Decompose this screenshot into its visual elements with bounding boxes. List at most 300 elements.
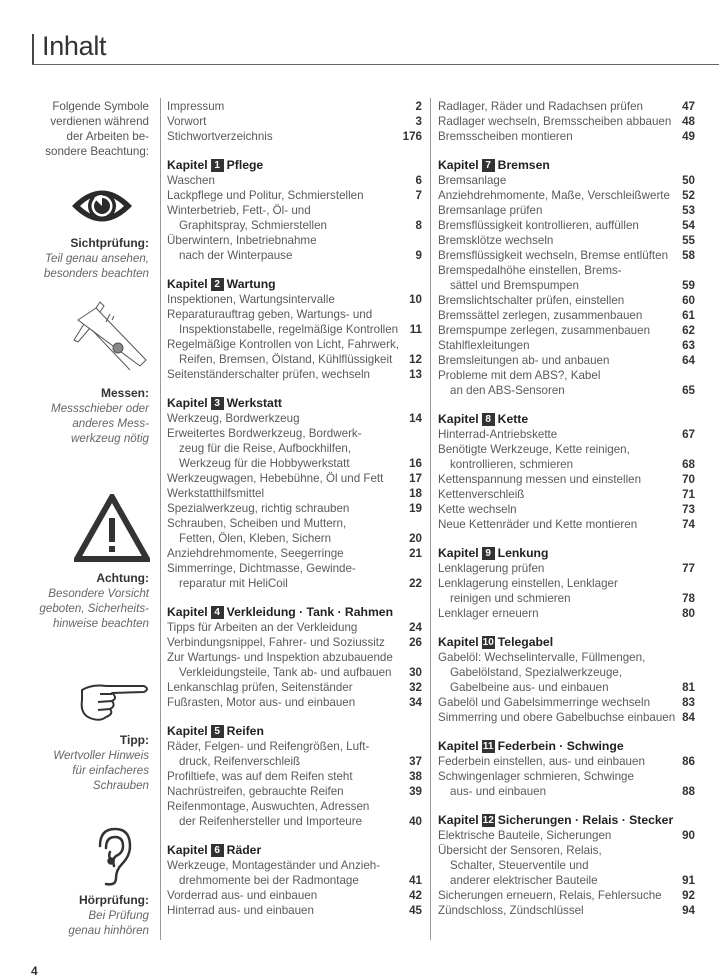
page-ref: 59: [682, 279, 695, 292]
toc-entry-line: [167, 561, 422, 576]
chapter-heading: [438, 546, 695, 561]
section-spacer: [167, 710, 422, 724]
toc-entry: [438, 502, 695, 517]
symbol-desc: Schrauben: [92, 779, 149, 792]
toc-entry-line: [167, 858, 422, 873]
chapter-heading: [167, 605, 422, 620]
toc-entry-line: [438, 129, 695, 144]
toc-entry: [167, 799, 422, 829]
toc-entry-line: [438, 233, 695, 248]
toc-entry: [438, 442, 695, 472]
symbol-desc: Messschieber oder: [51, 402, 149, 415]
entry-text: Bremsscheiben montieren: [438, 130, 573, 143]
chapter-heading: [167, 158, 422, 173]
toc-entry-line: [167, 352, 422, 367]
entry-text: Erweitertes Bordwerkzeug, Bordwerk-: [167, 427, 362, 440]
toc-entry-line: [167, 307, 422, 322]
toc-entry: [167, 784, 422, 799]
symbol-label: Messen:: [100, 386, 149, 400]
entry-text: Reparaturauftrag geben, Wartungs- und: [167, 308, 373, 321]
symbol-label: Tipp:: [119, 733, 149, 747]
entry-text: Stichwortverzeichnis: [167, 130, 273, 143]
toc-entry-line: [167, 754, 422, 769]
toc-entry: [438, 710, 695, 725]
intro-line: der Arbeiten be-: [66, 130, 149, 143]
chapter-prefix: Kapitel: [167, 843, 208, 857]
toc-entry-line: [438, 606, 695, 621]
entry-text: Reifen, Bremsen, Ölstand, Kühlflüssigkeit: [179, 353, 393, 366]
entry-text: Simmerring und obere Gabelbuchse einbauen: [438, 711, 676, 724]
entry-text: Inspektionen, Wartungsintervalle: [167, 293, 335, 306]
entry-text: Lenklagerung prüfen: [438, 562, 545, 575]
entry-text: Räder, Felgen- und Reifengrößen, Luft-: [167, 740, 370, 753]
entry-text: Nachrüstreifen, gebrauchte Reifen: [167, 785, 344, 798]
toc-entry: [167, 888, 422, 903]
chapter-prefix: Kapitel: [167, 277, 208, 291]
symbol-desc: hinweise beachten: [52, 617, 149, 630]
section-spacer: [438, 799, 695, 813]
page-ref: 17: [409, 472, 422, 485]
toc-entry-line: [438, 487, 695, 502]
warning-icon: [74, 494, 150, 562]
toc-entry: [438, 472, 695, 487]
page-ref: 9: [415, 249, 422, 262]
toc-entry: [167, 203, 422, 233]
toc-entry-line: [167, 367, 422, 382]
symbol-desc: für einfacheres: [72, 764, 149, 777]
entry-text: Graphitspray, Schmierstellen: [179, 219, 327, 232]
chapter-number-badge: 12: [482, 815, 494, 826]
page-ref: 39: [409, 785, 422, 798]
page-ref: 61: [682, 309, 695, 322]
chapter-prefix: Kapitel: [438, 412, 479, 426]
entry-text: Profiltiefe, was auf dem Reifen steht: [167, 770, 353, 783]
page-ref: 88: [682, 785, 695, 798]
entry-text: Werkzeuge, Montageständer und Anzieh-: [167, 859, 381, 872]
toc-entry: [167, 858, 422, 888]
chapter-heading: [167, 724, 422, 739]
page-ref: 12: [409, 353, 422, 366]
page-ref: 2: [415, 100, 422, 113]
toc-entry: [438, 517, 695, 532]
entry-text: aus- und einbauen: [450, 785, 547, 798]
symbol-desc: Bei Prüfung: [88, 909, 149, 922]
title-accent-bar: [32, 34, 34, 64]
toc-entry-line: [438, 650, 695, 665]
entry-text: Neue Kettenräder und Kette montieren: [438, 518, 638, 531]
entry-text: Gabelbeine aus- und einbauen: [450, 681, 609, 694]
chapter-number-badge: 10: [482, 637, 494, 648]
entry-text: Vorderrad aus- und einbauen: [167, 889, 318, 902]
toc-entry-line: [438, 308, 695, 323]
toc-entry-line: [167, 516, 422, 531]
page-ref: 11: [409, 323, 422, 336]
toc-entry-line: [438, 427, 695, 442]
chapter-number-badge: 11: [482, 741, 494, 752]
toc-entry: [438, 561, 695, 576]
toc-entry-line: [167, 635, 422, 650]
page-ref: 7: [415, 189, 422, 202]
chapter-prefix: Kapitel: [438, 739, 479, 753]
page-ref: 176: [402, 130, 422, 143]
entry-text: Schalter, Steuerventile und: [450, 859, 589, 872]
page-ref: 94: [682, 904, 695, 917]
entry-text: Gabelölstand, Spezialwerkzeuge,: [450, 666, 623, 679]
page-ref: 78: [682, 592, 695, 605]
toc-entry: [167, 411, 422, 426]
entry-text: Bremsflüssigkeit wechseln, Bremse entlüften: [438, 249, 669, 262]
page-ref: 16: [409, 457, 422, 470]
page-ref: 40: [409, 815, 422, 828]
toc-entry-line: [167, 322, 422, 337]
toc-entry-line: [167, 739, 422, 754]
chapter-prefix: Kapitel: [167, 605, 208, 619]
entry-text: Werkzeugwagen, Hebebühne, Öl und Fett: [167, 472, 384, 485]
toc-entry: [438, 903, 695, 918]
symbol-label: Sichtprüfung:: [70, 236, 149, 250]
toc-entry-line: [438, 218, 695, 233]
toc-entry-line: [167, 665, 422, 680]
entry-text: druck, Reifenverschleiß: [179, 755, 301, 768]
entry-text: Sicherungen erneuern, Relais, Fehlersuche: [438, 889, 662, 902]
toc-entry: [167, 695, 422, 710]
entry-text: Überwintern, Inbetriebnahme: [167, 234, 317, 247]
column-divider: [430, 98, 431, 940]
toc-entry: [438, 263, 695, 293]
entry-text: Übersicht der Sensoren, Relais,: [438, 844, 602, 857]
entry-text: Bremsklötze wechseln: [438, 234, 554, 247]
page-ref: 52: [682, 189, 695, 202]
page-ref: 60: [682, 294, 695, 307]
page-ref: 20: [409, 532, 422, 545]
toc-entry-line: [438, 769, 695, 784]
section-spacer: [438, 532, 695, 546]
page-ref: 3: [415, 115, 422, 128]
chapter-heading: [438, 635, 695, 650]
entry-text: Hinterrad-Antriebskette: [438, 428, 558, 441]
page-ref: 45: [409, 904, 422, 917]
entry-text: Bremsleitungen ab- und anbauen: [438, 354, 610, 367]
toc-entry-line: [167, 129, 422, 144]
entry-text: Zündschloss, Zündschlüssel: [438, 904, 584, 917]
chapter-title: Lenkung: [497, 546, 549, 560]
page-ref: 22: [409, 577, 422, 590]
toc-entry: [167, 516, 422, 546]
entry-text: Tipps für Arbeiten an der Verkleidung: [167, 621, 358, 634]
entry-text: Lenkanschlag prüfen, Seitenständer: [167, 681, 353, 694]
entry-text: Regelmäßige Kontrollen von Licht, Fahrwerk,: [167, 338, 399, 351]
toc-entry: [167, 903, 422, 918]
page-ref: 24: [409, 621, 422, 634]
entry-text: Gabelöl: Wechselintervalle, Füllmengen,: [438, 651, 646, 664]
toc-entry-line: [167, 769, 422, 784]
toc-entry-line: [438, 472, 695, 487]
entry-text: Werkzeug, Bordwerkzeug: [167, 412, 300, 425]
toc-entry-line: [438, 338, 695, 353]
toc-entry: [167, 620, 422, 635]
toc-entry-line: [438, 263, 695, 278]
chapter-number-badge: 5: [211, 725, 224, 738]
chapter-heading: [438, 813, 695, 828]
page-number: 4: [31, 964, 38, 978]
section-spacer: [438, 725, 695, 739]
entry-text: Schwingenlager schmieren, Schwinge: [438, 770, 634, 783]
toc-entry-line: [438, 888, 695, 903]
page-ref: 53: [682, 204, 695, 217]
entry-text: Bremsanlage prüfen: [438, 204, 543, 217]
intro-line: verdienen während: [50, 115, 149, 128]
entry-text: Anziehdrehmomente, Maße, Verschleißwerte: [438, 189, 670, 202]
entry-text: reinigen und schmieren: [450, 592, 571, 605]
toc-column-right: [438, 99, 695, 918]
toc-entry: [167, 99, 422, 114]
entry-text: Verkleidungsteile, Tank ab- und aufbauen: [179, 666, 392, 679]
page-ref: 80: [682, 607, 695, 620]
page-ref: 92: [682, 889, 695, 902]
toc-entry: [438, 203, 695, 218]
toc-entry: [167, 680, 422, 695]
toc-entry-line: [167, 903, 422, 918]
toc-entry: [438, 368, 695, 398]
chapter-prefix: Kapitel: [438, 546, 479, 560]
toc-entry: [438, 769, 695, 799]
page-ref: 32: [409, 681, 422, 694]
toc-entry: [167, 173, 422, 188]
page-ref: 6: [415, 174, 422, 187]
toc-entry: [167, 546, 422, 561]
toc-entry: [167, 114, 422, 129]
toc-entry: [438, 353, 695, 368]
toc-entry: [438, 248, 695, 263]
page-ref: 65: [682, 384, 695, 397]
page-ref: 71: [682, 488, 695, 501]
page-ref: 14: [409, 412, 422, 425]
page-ref: 91: [682, 874, 695, 887]
toc-entry-line: [438, 457, 695, 472]
entry-text: zeug für die Reise, Aufbockhilfen,: [179, 442, 352, 455]
toc-entry: [167, 769, 422, 784]
toc-entry-line: [438, 248, 695, 263]
symbol-desc: Teil genau ansehen,: [44, 252, 149, 265]
toc-entry-line: [167, 546, 422, 561]
toc-entry: [167, 337, 422, 367]
entry-text: Werkzeug für die Hobbywerkstatt: [179, 457, 350, 470]
toc-entry-line: [167, 441, 422, 456]
toc-entry-line: [438, 784, 695, 799]
page-ref: 19: [409, 502, 422, 515]
entry-text: Bremspumpe zerlegen, zusammenbauen: [438, 324, 651, 337]
toc-entry-line: [438, 561, 695, 576]
toc-entry-line: [167, 486, 422, 501]
section-spacer: [167, 591, 422, 605]
page-ref: 67: [682, 428, 695, 441]
chapter-title: Telegabel: [497, 635, 554, 649]
page-ref: 84: [682, 711, 695, 724]
toc-entry: [438, 427, 695, 442]
page-ref: 41: [409, 874, 422, 887]
page-ref: 26: [409, 636, 422, 649]
entry-text: Zur Wartungs- und Inspektion abzubauende: [167, 651, 393, 664]
symbol-label: Achtung:: [96, 571, 149, 585]
toc-entry: [167, 188, 422, 203]
toc-entry-line: [167, 501, 422, 516]
toc-entry-line: [167, 233, 422, 248]
page-ref: 54: [682, 219, 695, 232]
toc-entry-line: [167, 426, 422, 441]
chapter-prefix: Kapitel: [167, 158, 208, 172]
toc-entry: [167, 486, 422, 501]
page-ref: 81: [682, 681, 695, 694]
toc-entry: [167, 739, 422, 769]
page-ref: 63: [682, 339, 695, 352]
entry-text: der Reifenhersteller und Importeure: [179, 815, 363, 828]
toc-entry-line: [167, 799, 422, 814]
toc-entry-line: [167, 814, 422, 829]
toc-entry-line: [167, 650, 422, 665]
toc-entry-line: [167, 292, 422, 307]
toc-entry-line: [438, 114, 695, 129]
toc-column-middle: [167, 99, 422, 918]
chapter-title: Räder: [226, 843, 262, 857]
toc-entry: [438, 323, 695, 338]
toc-entry-line: [167, 576, 422, 591]
chapter-prefix: Kapitel: [438, 813, 479, 827]
entry-text: Lackpflege und Politur, Schmierstellen: [167, 189, 364, 202]
symbol-desc: anderes Mess-: [72, 417, 149, 430]
entry-text: Kettenverschleiß: [438, 488, 525, 501]
toc-entry: [438, 188, 695, 203]
entry-text: Werkstatthilfsmittel: [167, 487, 265, 500]
page-ref: 74: [682, 518, 695, 531]
symbol-tipp: [53, 733, 149, 793]
chapter-title: Wartung: [226, 277, 276, 291]
entry-text: Hinterrad aus- und einbauen: [167, 904, 314, 917]
toc-entry: [167, 129, 422, 144]
entry-text: anderer elektrischer Bauteile: [450, 874, 598, 887]
toc-entry-line: [438, 665, 695, 680]
toc-entry: [438, 888, 695, 903]
toc-entry: [438, 843, 695, 888]
entry-text: nach der Winterpause: [179, 249, 293, 262]
toc-entry-line: [438, 99, 695, 114]
section-spacer: [438, 144, 695, 158]
chapter-title: Kette: [497, 412, 529, 426]
symbol-label: Hörprüfung:: [79, 893, 149, 907]
page-title: Inhalt: [42, 31, 107, 61]
toc-entry-line: [438, 173, 695, 188]
toc-entry-line: [438, 517, 695, 532]
page-ref: 70: [682, 473, 695, 486]
section-spacer: [167, 382, 422, 396]
toc-entry-line: [167, 203, 422, 218]
symbol-desc: besonders beachten: [43, 267, 149, 280]
entry-text: Seitenständerschalter prüfen, wechseln: [167, 368, 371, 381]
toc-entry: [438, 218, 695, 233]
entry-text: Kette wechseln: [438, 503, 517, 516]
toc-entry: [438, 129, 695, 144]
entry-text: reparatur mit HeliCoil: [179, 577, 288, 590]
page-ref: 73: [682, 503, 695, 516]
chapter-title: Federbein · Schwinge: [497, 739, 624, 753]
entry-text: Verbindungsnippel, Fahrer- und Soziussitz: [167, 636, 385, 649]
ear-icon: [94, 826, 134, 888]
toc-entry-line: [167, 680, 422, 695]
toc-entry-line: [167, 99, 422, 114]
symbol-desc: Besondere Vorsicht: [48, 587, 149, 600]
entry-text: Vorwort: [167, 115, 207, 128]
toc-entry: [438, 173, 695, 188]
entry-text: Spezialwerkzeug, richtig schrauben: [167, 502, 350, 515]
page-ref: 50: [682, 174, 695, 187]
entry-text: Bremsanlage: [438, 174, 507, 187]
page-ref: 62: [682, 324, 695, 337]
toc-entry: [438, 308, 695, 323]
symbol-desc: werkzeug nötig: [71, 432, 149, 445]
toc-entry: [167, 650, 422, 680]
entry-text: drehmomente bei der Radmontage: [179, 874, 359, 887]
toc-entry-line: [167, 456, 422, 471]
entry-text: sättel und Bremspumpen: [450, 279, 579, 292]
page-ref: 48: [682, 115, 695, 128]
page-ref: 38: [409, 770, 422, 783]
chapter-heading: [438, 739, 695, 754]
page-ref: 21: [409, 547, 422, 560]
symbols-intro: [45, 99, 149, 159]
toc-entry-line: [438, 873, 695, 888]
chapter-title: Sicherungen · Relais · Stecker: [497, 813, 674, 827]
toc-entry-line: [438, 828, 695, 843]
page-ref: 58: [682, 249, 695, 262]
chapter-number-badge: 8: [482, 413, 495, 426]
page-ref: 83: [682, 696, 695, 709]
entry-text: Winterbetrieb, Fett-, Öl- und: [167, 204, 311, 217]
page-ref: 34: [409, 696, 422, 709]
toc-entry: [438, 293, 695, 308]
page-ref: 90: [682, 829, 695, 842]
chapter-number-badge: 1: [211, 159, 224, 172]
section-spacer: [167, 829, 422, 843]
chapter-title: Werkstatt: [226, 396, 282, 410]
entry-text: kontrollieren, schmieren: [450, 458, 574, 471]
entry-text: Impressum: [167, 100, 225, 113]
toc-entry-line: [167, 188, 422, 203]
entry-text: Lenklager erneuern: [438, 607, 539, 620]
toc-entry-line: [167, 620, 422, 635]
toc-entry: [167, 561, 422, 591]
toc-entry-line: [438, 293, 695, 308]
toc-entry: [438, 754, 695, 769]
symbol-messen: [51, 386, 149, 446]
entry-text: Lenklagerung einstellen, Lenklager: [438, 577, 618, 590]
chapter-heading: [438, 412, 695, 427]
section-spacer: [167, 144, 422, 158]
page-ref: 8: [415, 219, 422, 232]
entry-text: Radlager, Räder und Radachsen prüfen: [438, 100, 643, 113]
chapter-number-badge: 2: [211, 278, 224, 291]
chapter-heading: [167, 277, 422, 292]
symbol-sichtpruefung: [44, 236, 149, 281]
page-ref: 18: [409, 487, 422, 500]
entry-text: Gabelöl und Gabelsimmerringe wechseln: [438, 696, 651, 709]
page-ref: 37: [409, 755, 422, 768]
chapter-prefix: Kapitel: [167, 396, 208, 410]
toc-entry-line: [167, 531, 422, 546]
toc-entry-line: [167, 471, 422, 486]
section-spacer: [167, 263, 422, 277]
page-ref: 42: [409, 889, 422, 902]
page-ref: 55: [682, 234, 695, 247]
chapter-number-badge: 6: [211, 844, 224, 857]
